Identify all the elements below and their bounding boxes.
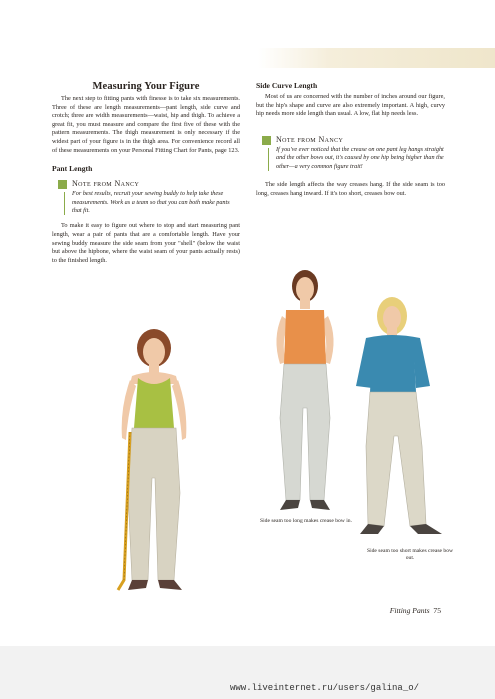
header-color-band [258, 48, 495, 68]
page-footer [390, 606, 441, 615]
caption-seam-too-short: Side seam too short makes crease bow out. [366, 548, 454, 561]
side-curve-heading: Side Curve Length [256, 81, 318, 90]
note-text: If you've ever noticed that the crease on one pant leg hangs straight and the other bows out, it's caused by one hip being higher than the other—a very common figure trait! [276, 145, 444, 170]
creases-paragraph: The side length affects the way creases hang. If the side seam is too long, creases hang inward. If it's too short, creases bow out. [256, 181, 445, 197]
note-square-icon [58, 180, 67, 189]
note-from-nancy-2 [262, 135, 445, 171]
intro-paragraph: The next step to fitting pants with finesse is to take six measurements. Three of these are length measurements—pant length, side curve and crotch; three are width measurements—waist, hip and thigh. To achieve a great fit, you must measure and compare the first five of these with the pattern measurements. The thigh measurement is only necessary if the widest part of your figure is in the thigh area. For convenience record all of these measurements on your Personal Fitting Chart for Pants, page 123. [52, 95, 240, 154]
note-rule [268, 148, 269, 171]
note-heading: Note from Nancy [72, 179, 140, 189]
note-rule [64, 192, 65, 215]
left-column [52, 81, 240, 265]
note-square-icon [262, 136, 271, 145]
page-title: Measuring Your Figure [92, 81, 200, 92]
caption-seam-too-long: Side seam too long makes crease bow in. [260, 518, 352, 524]
note-text: For best results, recruit your sewing buddy to help take these measurements. Work as a team so that you can both make pants that fit. [72, 190, 230, 214]
watermark-url: www.liveinternet.ru/users/galina_o/ [230, 683, 420, 693]
page-number: 75 [433, 606, 441, 615]
page-top-margin [0, 0, 495, 48]
figure-seam-too-short-illustration [338, 296, 458, 546]
pant-length-paragraph: To make it easy to figure out where to stop and start measuring pant length, wear a pair of pants that are a comfortable length. Have your sewing buddy measure the side seam from your "shell" (below the waist but above the hipbone, where the waist seam of your pants actually rests) to the finished length. [52, 222, 240, 264]
right-column [256, 81, 445, 198]
figure-pant-length-illustration [90, 328, 220, 600]
pant-length-heading: Pant Length [52, 164, 93, 174]
side-curve-paragraph: Most of us are concerned with the number of inches around our figure, but the hip's shape and curve are also extremely important. A high, curvy hip needs more side length than usual. A low, flat hip needs less. [256, 93, 445, 118]
running-footer-section: Fitting Pants [389, 606, 430, 615]
note-heading: Note from Nancy [276, 134, 344, 144]
note-from-nancy-1 [58, 179, 240, 215]
